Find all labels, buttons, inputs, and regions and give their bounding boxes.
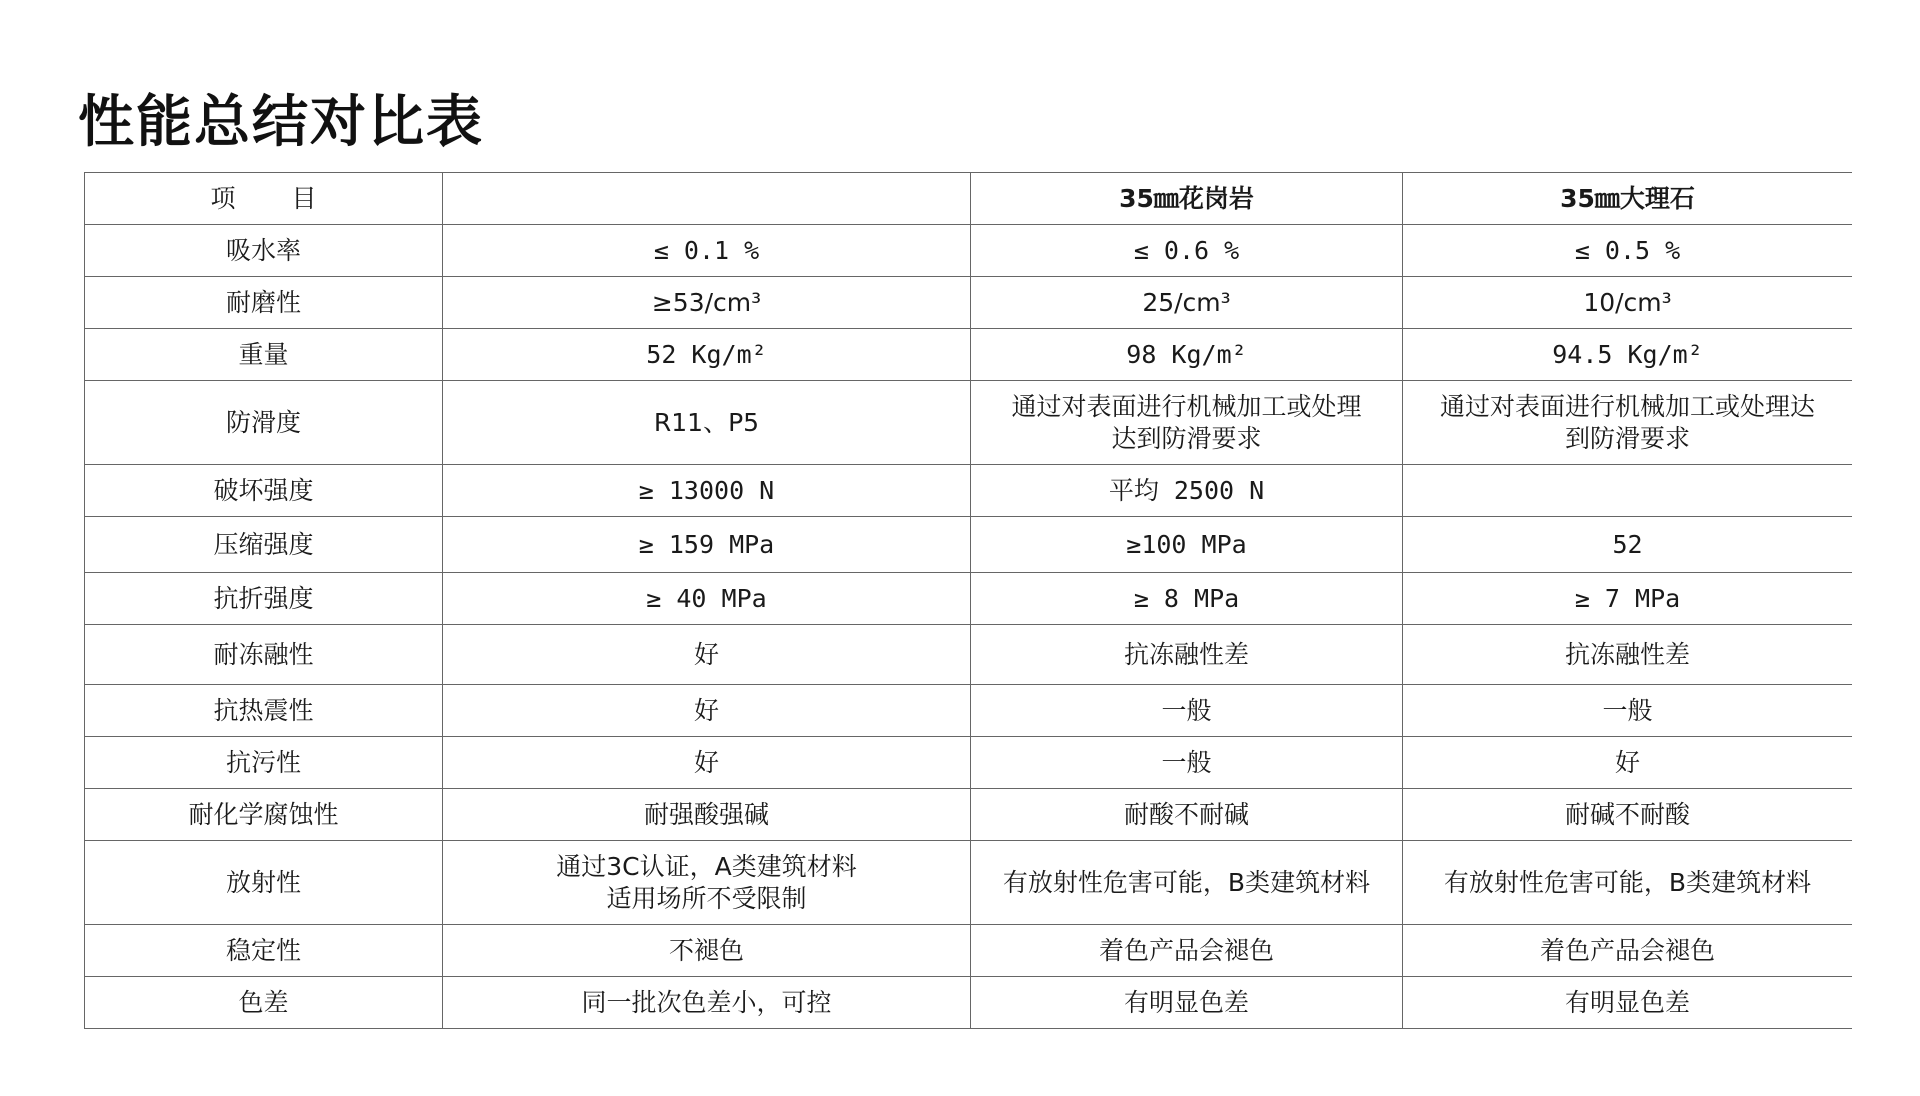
- cell-granite: ≥ 8 MPa: [971, 573, 1403, 625]
- cell-marble: 有明显色差: [1403, 977, 1853, 1029]
- cell-marble: 10/cm³: [1403, 277, 1853, 329]
- table-row: [85, 685, 1853, 737]
- cell-marble: 通过对表面进行机械加工或处理达 到防滑要求: [1403, 381, 1853, 465]
- cell-marble: 52: [1403, 517, 1853, 573]
- header-granite: 35㎜花岗岩: [971, 173, 1403, 225]
- cell-marble: 一般: [1403, 685, 1853, 737]
- header-row: [85, 173, 1853, 225]
- cell-granite: 抗冻融性差: [971, 625, 1403, 685]
- row-label: 抗热震性: [85, 685, 443, 737]
- row-label: 吸水率: [85, 225, 443, 277]
- table-row: [85, 841, 1853, 925]
- header-product: [443, 173, 971, 225]
- row-label: 色差: [85, 977, 443, 1029]
- cell-granite: 25/cm³: [971, 277, 1403, 329]
- table-row: [85, 573, 1853, 625]
- table-row: [85, 277, 1853, 329]
- cell-product: ≥ 159 MPa: [443, 517, 971, 573]
- row-label: 耐磨性: [85, 277, 443, 329]
- cell-marble: 好: [1403, 737, 1853, 789]
- cell-product: ≥ 13000 N: [443, 465, 971, 517]
- cell-product: 通过3C认证，A类建筑材料 适用场所不受限制: [443, 841, 971, 925]
- row-label: 稳定性: [85, 925, 443, 977]
- table-row: [85, 737, 1853, 789]
- table-row: [85, 465, 1853, 517]
- row-label: 压缩强度: [85, 517, 443, 573]
- cell-product: ≥ 40 MPa: [443, 573, 971, 625]
- cell-marble: ≥ 7 MPa: [1403, 573, 1853, 625]
- cell-product: ≤ 0.1 %: [443, 225, 971, 277]
- row-label: 耐化学腐蚀性: [85, 789, 443, 841]
- cell-marble: 有放射性危害可能，B类建筑材料: [1403, 841, 1853, 925]
- cell-product: 52 Kg/m²: [443, 329, 971, 381]
- cell-marble: [1403, 465, 1853, 517]
- row-label: 破坏强度: [85, 465, 443, 517]
- cell-marble: 94.5 Kg/m²: [1403, 329, 1853, 381]
- page-title: 性能总结对比表: [78, 90, 484, 155]
- table-row: [85, 789, 1853, 841]
- cell-granite: 着色产品会褪色: [971, 925, 1403, 977]
- cell-product: 好: [443, 685, 971, 737]
- cell-granite: 一般: [971, 737, 1403, 789]
- cell-marble: 着色产品会褪色: [1403, 925, 1853, 977]
- cell-granite: 平均 2500 N: [971, 465, 1403, 517]
- cell-product: 耐强酸强碱: [443, 789, 971, 841]
- cell-granite: 通过对表面进行机械加工或处理 达到防滑要求: [971, 381, 1403, 465]
- cell-product: 不褪色: [443, 925, 971, 977]
- cell-product: 好: [443, 737, 971, 789]
- cell-granite: ≤ 0.6 %: [971, 225, 1403, 277]
- header-item: 项 目: [85, 173, 443, 225]
- cell-marble: 耐碱不耐酸: [1403, 789, 1853, 841]
- table-row: [85, 517, 1853, 573]
- row-label: 放射性: [85, 841, 443, 925]
- cell-marble: 抗冻融性差: [1403, 625, 1853, 685]
- table-row: [85, 925, 1853, 977]
- cell-granite: 98 Kg/m²: [971, 329, 1403, 381]
- header-marble: 35㎜大理石: [1403, 173, 1853, 225]
- cell-marble: ≤ 0.5 %: [1403, 225, 1853, 277]
- cell-granite: 有放射性危害可能，B类建筑材料: [971, 841, 1403, 925]
- table-row: [85, 225, 1853, 277]
- cell-product: 同一批次色差小，可控: [443, 977, 971, 1029]
- cell-product: R11、P5: [443, 381, 971, 465]
- cell-granite: 耐酸不耐碱: [971, 789, 1403, 841]
- row-label: 防滑度: [85, 381, 443, 465]
- cell-product: 好: [443, 625, 971, 685]
- row-label: 抗折强度: [85, 573, 443, 625]
- table-row: [85, 977, 1853, 1029]
- cell-product: ≥53/cm³: [443, 277, 971, 329]
- row-label: 抗污性: [85, 737, 443, 789]
- table-row: [85, 381, 1853, 465]
- cell-granite: 有明显色差: [971, 977, 1403, 1029]
- row-label: 重量: [85, 329, 443, 381]
- cell-granite: 一般: [971, 685, 1403, 737]
- row-label: 耐冻融性: [85, 625, 443, 685]
- table-row: [85, 625, 1853, 685]
- cell-granite: ≥100 MPa: [971, 517, 1403, 573]
- table-row: [85, 329, 1853, 381]
- comparison-table: [84, 172, 1852, 1029]
- comparison-table-container: [84, 172, 1852, 1030]
